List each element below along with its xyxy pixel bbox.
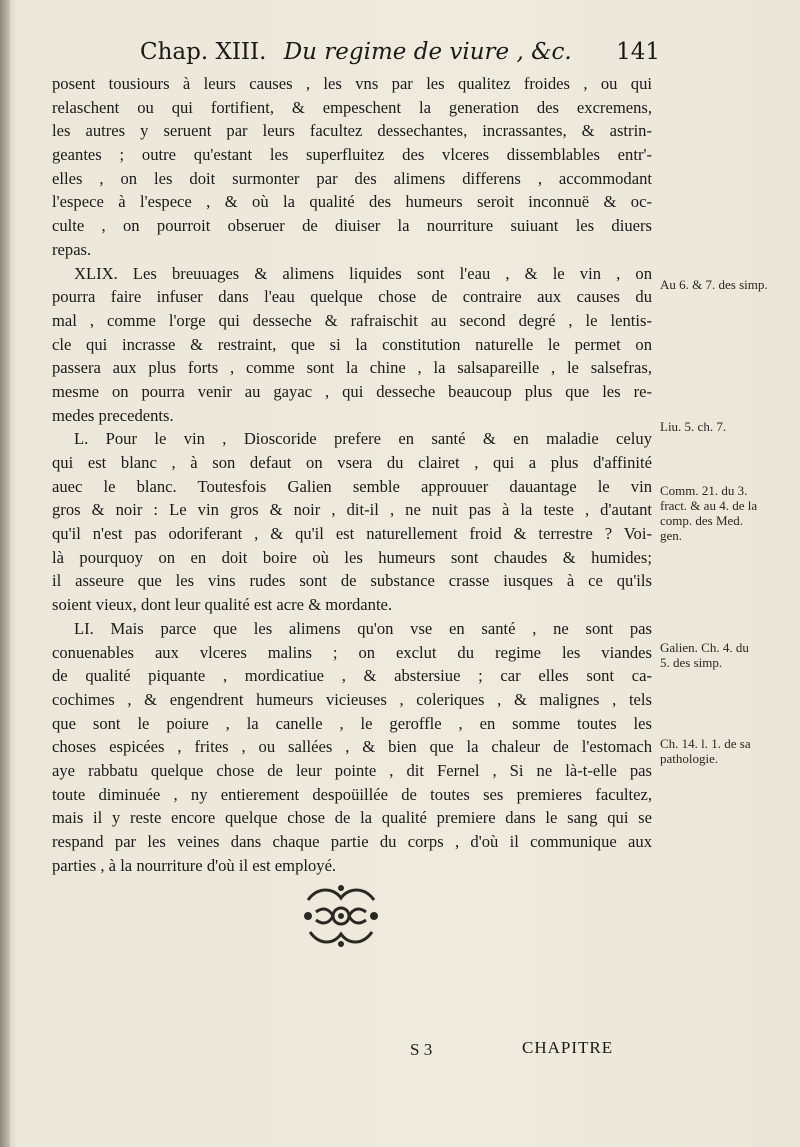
text-line: conuenables aux vlceres malins ; on exclut du regime les viandes xyxy=(52,642,652,662)
page-binding-shadow xyxy=(0,0,10,1147)
text-line: parties , à la nourriture d'où il est employé. xyxy=(52,855,337,875)
marginal-note-4: Galien. Ch. 4. du 5. des simp. xyxy=(660,640,749,670)
text-line: cle qui incrasse & restraint, que si la constitution naturelle le permet on xyxy=(52,334,652,354)
text-line: mais il y reste encore quelque chose de la qualité premiere dans le sang qui se xyxy=(52,808,652,828)
text-line: toute diminuée , ny entierement despoüillée de toutes ses premieres facultez, xyxy=(52,784,652,804)
text-line: qui est blanc , à son defaut on vsera du clairet , qui a plus d'affinité xyxy=(52,453,652,472)
text-line: aye rabbatu quelque chose de leur pointe , dit Fernel , Si ne là-t-elle pas xyxy=(52,760,652,780)
chapter-label: Chap. XIII. xyxy=(140,39,267,65)
text-line: qu'il n'est pas odoriferant , & qu'il est naturellement froid & terrestre ? Voi- xyxy=(52,524,652,544)
page-number: 141 xyxy=(616,39,660,65)
text-line: les autres y seruent par leurs facultez dessechantes, incrassantes, & astrin- xyxy=(52,121,652,141)
text-line: soient vieux, dont leur qualité est acre & mordante. xyxy=(52,595,393,615)
marginal-note-1: Au 6. & 7. des simp. xyxy=(660,277,768,292)
fleuron-ornament-icon xyxy=(298,882,384,950)
marginal-note-3: Comm. 21. du 3. fract. & au 4. de la comp. des Med. gen. xyxy=(660,483,758,543)
text-line: pourra faire infuser dans l'eau quelque chose de contraire aux causes du xyxy=(52,287,652,307)
text-line: l'espece à l'espece , & où la qualité des humeurs seroit inconnuë & oc- xyxy=(52,192,652,212)
text-line: il asseure que les vins rudes sont de substance crasse iusques à ce qu'ils xyxy=(52,571,652,591)
text-line: XLIX. Les breuuages & alimens liquides sont l'eau , & le vin , on xyxy=(74,263,652,283)
main-text xyxy=(52,72,652,877)
text-line: posent tousiours à leurs causes , les vns par les qualitez froides , ou qui xyxy=(52,74,652,93)
text-line: relaschent ou qui fortifient, & empeschent la generation des excremens, xyxy=(52,97,652,117)
text-line: medes precedents. xyxy=(52,405,174,425)
text-line: mal , comme l'orge qui desseche & rafraischit au second degré , le lentis- xyxy=(52,310,652,330)
text-line: que sont le poiure , la canelle , le geroffle , en somme toutes les xyxy=(52,713,652,733)
text-line: geantes ; outre qu'estant les superfluitez des vlceres dissemblables entr'- xyxy=(52,145,652,165)
running-header xyxy=(140,32,660,72)
signature-mark: S 3 xyxy=(410,1040,433,1059)
running-title: Du regime de viure , &c. xyxy=(283,39,572,65)
marginal-note-2: Liu. 5. ch. 7. xyxy=(660,419,727,434)
text-line: cochimes , & engendrent humeurs vicieuses , coleriques , & malignes , tels xyxy=(52,689,652,709)
text-line: culte , on pourroit obseruer de diuiser la nourriture suiuant les diuers xyxy=(52,216,652,236)
catchword: CHAPITRE xyxy=(522,1038,614,1057)
text-line: mesme on pourra venir au gayac , qui desseche beaucoup plus que les re- xyxy=(52,381,652,401)
text-line: repas. xyxy=(52,239,92,259)
text-line: passera aux plus forts , comme sont la chine , la salsapareille , le salsefras, xyxy=(52,358,652,378)
text-line: de qualité piquante , mordicatiue , & abstersiue ; car elles sont ca- xyxy=(52,666,652,686)
text-line: L. Pour le vin , Dioscoride prefere en santé & en maladie celuy xyxy=(74,429,652,449)
text-line: là pourquoy on en doit boire où les humeurs sont chaudes & humides; xyxy=(52,547,652,567)
text-line: gros & noir : Le vin gros & noir , dit-il , ne nuit pas à la teste , d'autant xyxy=(52,500,652,520)
text-line: elles , on les doit surmonter par des alimens differens , accommodant xyxy=(52,168,652,188)
text-line: LI. Mais parce que les alimens qu'on vse en santé , ne sont pas xyxy=(74,618,652,638)
page-footer xyxy=(410,1036,670,1066)
text-line: choses espicées , frites , ou sallées , & bien que la chaleur de l'estomach xyxy=(52,737,652,757)
marginal-note-5: Ch. 14. l. 1. de sa pathologie. xyxy=(660,736,751,766)
text-line: respand par les veines dans chaque partie du corps , d'où il communique aux xyxy=(52,832,652,851)
text-line: auec le blanc. Toutesfois Galien semble approuuer dauantage le vin xyxy=(52,476,652,496)
